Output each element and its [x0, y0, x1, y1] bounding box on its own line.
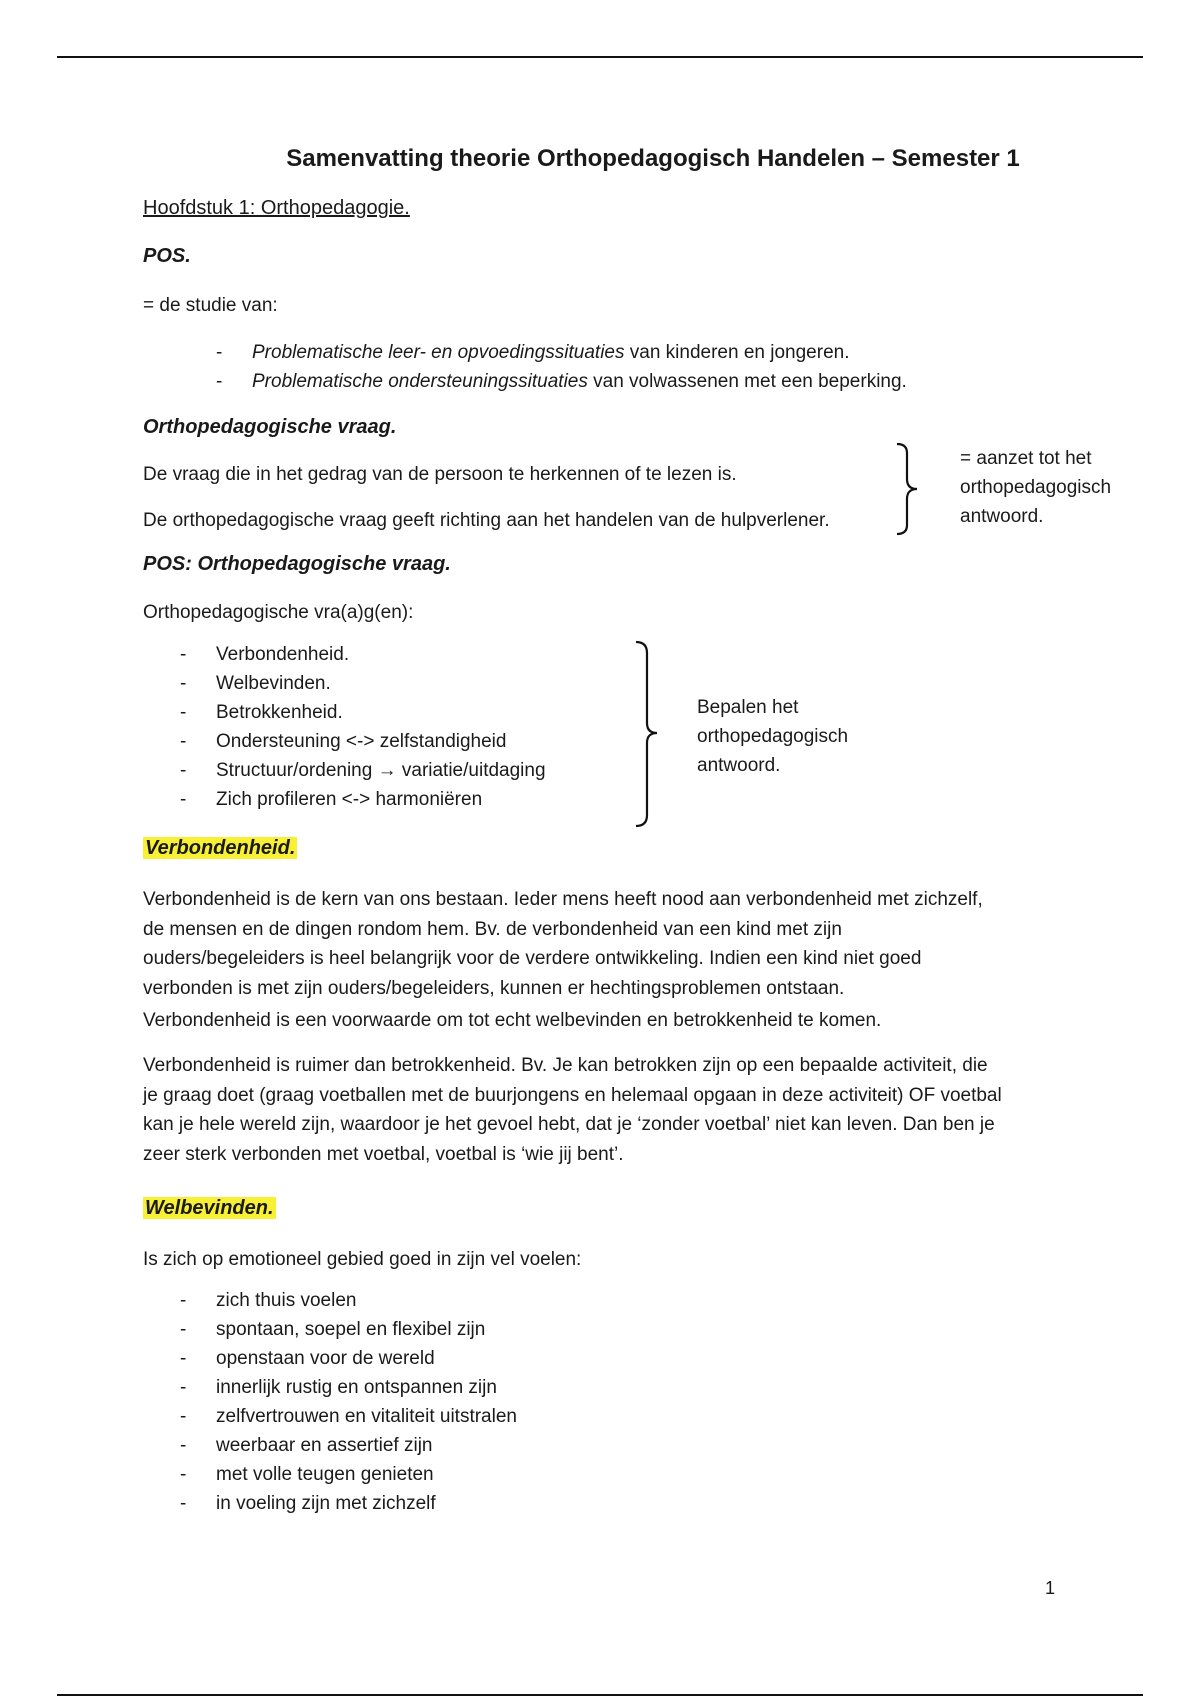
verbondenheid-heading: Verbondenheid. [145, 837, 296, 859]
pos-heading: POS. [143, 245, 191, 267]
list-item: - zelfvertrouwen en vitaliteit uitstralen [180, 1406, 517, 1427]
list-item: - Welbevinden. [180, 673, 331, 694]
welbevinden-list [180, 1286, 517, 1518]
verbondenheid-paragraph-2: Verbondenheid is een voorwaarde om tot echt welbevinden en betrokkenheid te komen. [143, 1010, 882, 1031]
list-item: - Verbondenheid. [180, 644, 350, 665]
list-item: - Zich profileren <-> harmoniëren [180, 789, 483, 810]
pos-vraag-side-note: Bepalen het orthopedagogisch antwoord. [697, 697, 849, 776]
list-item: - Problematische leer- en opvoedingssituaties van kinderen en jongeren. [216, 342, 850, 363]
pos-intro: = de studie van: [143, 295, 278, 316]
list-item: - zich thuis voelen [180, 1290, 357, 1311]
list-item: - weerbaar en assertief zijn [180, 1435, 433, 1456]
pos-list [216, 338, 907, 396]
header-rule [57, 56, 1143, 58]
welbevinden-heading: Welbevinden. [145, 1197, 274, 1219]
list-item: - innerlijk rustig en ontspannen zijn [180, 1377, 497, 1398]
list-item: - openstaan voor de wereld [180, 1348, 435, 1369]
welbevinden-intro: Is zich op emotioneel gebied goed in zijn vel voelen: [143, 1249, 582, 1270]
vraag-side-note: = aanzet tot het orthopedagogisch antwoord. [960, 448, 1112, 527]
list-item: - met volle teugen genieten [180, 1464, 434, 1485]
list-item: - Structuur/ordening → variatie/uitdaging [180, 760, 546, 781]
page-title: Samenvatting theorie Orthopedagogisch Handelen – Semester 1 [286, 145, 1020, 172]
pos-vraag-intro: Orthopedagogische vra(a)g(en): [143, 602, 414, 623]
verbondenheid-paragraph-3: Verbondenheid is ruimer dan betrokkenheid. Bv. Je kan betrokken zijn op een bepaalde activiteit, die je graag doet (graag voetballen met de buurjongens en helemaal opgaan in deze activiteit) OF voetbal kan je hele wereld zijn, waardoor je het gevoel hebt, dat je ‘zonder voetbal’ niet kan leven. Dan ben je zeer sterk verbonden met voetbal, voetbal is ‘wie jij bent’. [143, 1055, 1002, 1165]
pos-vraag-list [180, 640, 546, 814]
list-item: - Betrokkenheid. [180, 702, 343, 723]
vraag-heading: Orthopedagogische vraag. [143, 416, 397, 438]
list-item: - Ondersteuning <-> zelfstandigheid [180, 731, 507, 752]
vraag-line-2: De orthopedagogische vraag geeft richting aan het handelen van de hulpverlener. [143, 510, 830, 531]
verbondenheid-paragraph-1: Verbondenheid is de kern van ons bestaan. Ieder mens heeft nood aan verbondenheid met zichzelf, de mensen en de dingen rondom hem. Bv. de verbondenheid van een kind met zijn ouders/begeleiders is heel belangrijk voor de verdere ontwikkeling. Indien een kind niet goed verbonden is met zijn ouders/begeleiders, kunnen er hechtingsproblemen ontstaan. [143, 889, 983, 999]
list-item: - Problematische ondersteuningssituaties van volwassenen met een beperking. [216, 371, 907, 392]
list-item: - in voeling zijn met zichzelf [180, 1493, 436, 1514]
pos-vraag-heading: POS: Orthopedagogische vraag. [143, 553, 451, 575]
right-brace-icon [893, 441, 933, 537]
footer-rule [57, 1694, 1143, 1696]
chapter-heading: Hoofdstuk 1: Orthopedagogie. [143, 197, 410, 219]
right-brace-icon [633, 639, 673, 831]
list-item: - spontaan, soepel en flexibel zijn [180, 1319, 486, 1340]
page-number: 1 [1045, 1578, 1056, 1598]
vraag-line-1: De vraag die in het gedrag van de persoon te herkennen of te lezen is. [143, 464, 737, 485]
